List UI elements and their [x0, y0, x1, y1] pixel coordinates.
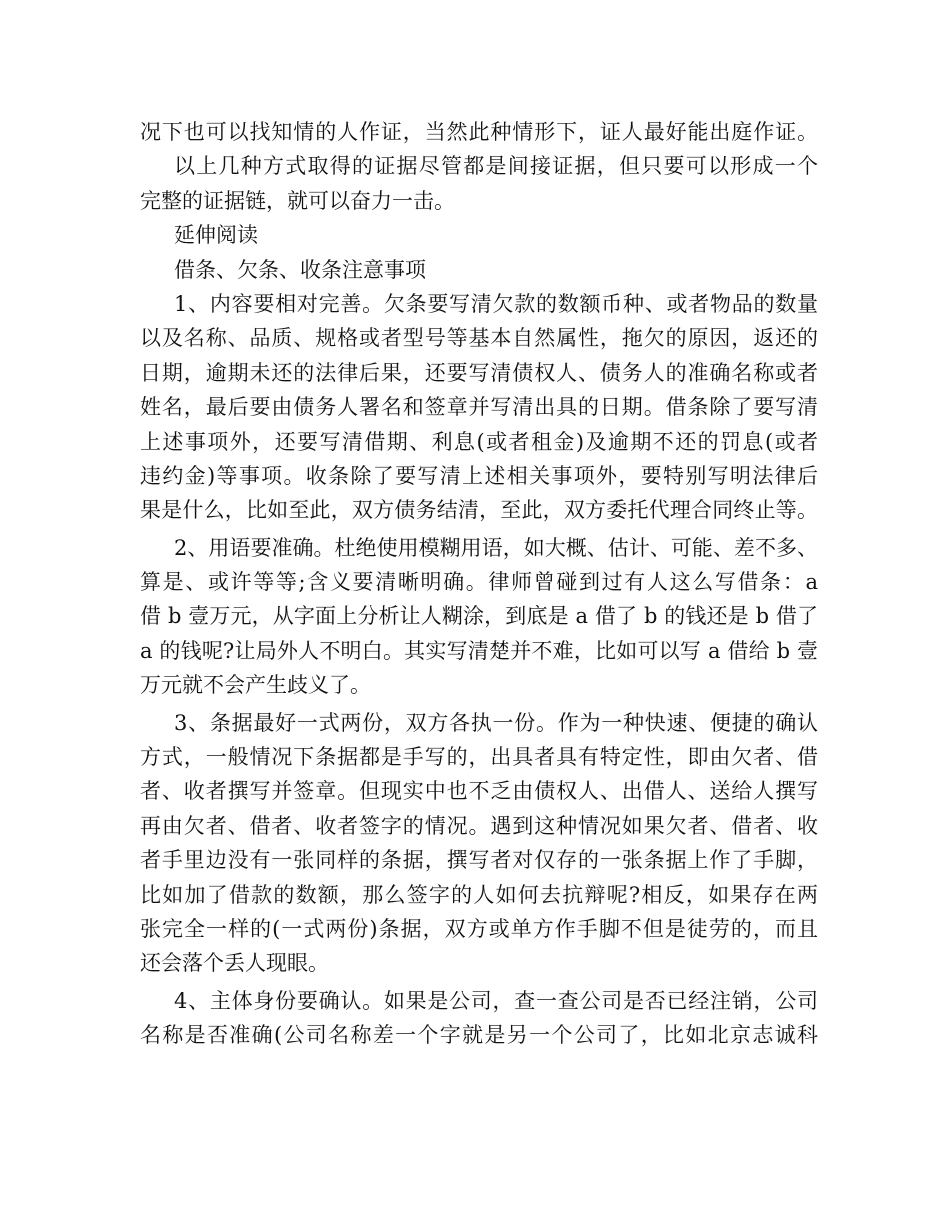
paragraph-line: 况下也可以找知情的人作证，当然此种情形下，证人最好能出庭作证。: [140, 120, 818, 144]
paragraph-line: 3、条据最好一式两份，双方各执一份。作为一种快速、便捷的确认: [174, 710, 818, 735]
paragraph-line: 者、收者撰写并签章。但现实中也不乏由债权人、出借人、送给人撰写: [140, 779, 818, 804]
paragraph-line: 算是、或许等等;含义要清晰明确。律师曾碰到过有人这么写借条：a: [140, 570, 818, 595]
paragraph-line: 比如加了借款的数额，那么签字的人如何去抗辩呢?相反，如果存在两: [140, 882, 818, 907]
paragraph-line: 果是什么，比如至此，双方债务结清，至此，双方委托代理合同终止等。: [140, 498, 818, 523]
section-heading: 延伸阅读: [174, 223, 258, 248]
paragraph-line: 日期，逾期未还的法律后果，还要写清债权人、债务人的准确名称或者: [140, 360, 818, 385]
paragraph-line: 完整的证据链，就可以奋力一击。: [140, 188, 455, 213]
paragraph-line: 违约金)等事项。收条除了要写清上述相关事项外，要特别写明法律后: [140, 463, 818, 488]
paragraph-line: 4、主体身份要确认。如果是公司，查一查公司是否已经注销，公司: [174, 988, 818, 1013]
document-body: [140, 115, 818, 1053]
paragraph-line: 以及名称、品质、规格或者型号等基本自然属性，拖欠的原因，返还的: [140, 326, 818, 351]
paragraph-line: 以上几种方式取得的证据尽管都是间接证据，但只要可以形成一个: [174, 154, 818, 179]
paragraph-line: 1、内容要相对完善。欠条要写清欠款的数额币种、或者物品的数量: [174, 291, 818, 316]
paragraph-line: 姓名，最后要由债务人署名和签章并写清出具的日期。借条除了要写清: [140, 395, 818, 420]
paragraph-line: 名称是否准确(公司名称差一个字就是另一个公司了，比如北京志诚科: [140, 1023, 818, 1048]
subsection-heading: 借条、欠条、收条注意事项: [174, 257, 426, 282]
paragraph-line: 2、用语要准确。杜绝使用模糊用语，如大概、估计、可能、差不多、: [174, 535, 818, 560]
paragraph-line: 再由欠者、借者、收者签字的情况。遇到这种情况如果欠者、借者、收: [140, 813, 818, 838]
paragraph-line: 者手里边没有一张同样的条据，撰写者对仅存的一张条据上作了手脚，: [140, 848, 818, 873]
paragraph-line: 万元就不会产生歧义了。: [140, 673, 371, 698]
paragraph-line: 上述事项外，还要写清借期、利息(或者租金)及逾期不还的罚息(或者: [140, 429, 818, 454]
paragraph-line: 借 b 壹万元，从字面上分析让人糊涂，到底是 a 借了 b 的钱还是 b 借了: [140, 604, 818, 629]
paragraph-line: 方式，一般情况下条据都是手写的，出具者具有特定性，即由欠者、借: [140, 745, 818, 770]
paragraph-line: 还会落个丢人现眼。: [140, 951, 329, 976]
paragraph-line: a 的钱呢?让局外人不明白。其实写清楚并不难，比如可以写 a 借给 b 壹: [140, 638, 818, 663]
paragraph-line: 张完全一样的(一式两份)条据，双方或单方作手脚不但是徒劳的，而且: [140, 916, 818, 941]
